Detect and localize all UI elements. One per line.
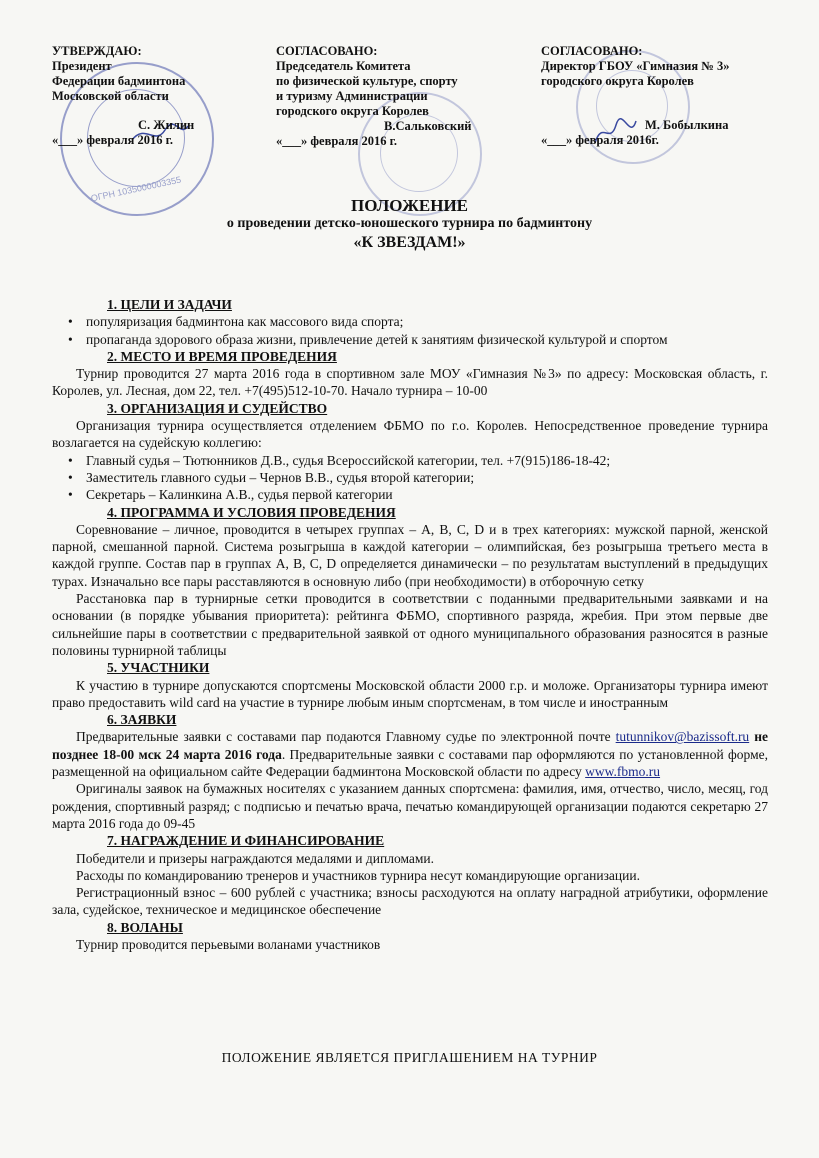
approval-header: СОГЛАСОВАНО:: [276, 44, 378, 58]
paragraph: Регистрационный взнос – 600 рублей с участника; взносы расходуются на оплату наградной атрибутики, оформление зала, судейское, техническое и медицинское обеспечение: [52, 885, 768, 918]
paragraph: Турнир проводится 27 марта 2016 года в спортивном зале МОУ «Гимназия №3» по адресу: Московская область, г. Королев, ул. Лесная, дом 22, тел. +7(495)512-10-70. Начало турнира – 10-00: [52, 366, 768, 399]
document-subtitle: о проведении детско-юношеского турнира по бадминтону: [226, 216, 593, 231]
email-link[interactable]: tutunnikov@bazissoft.ru: [615, 729, 750, 745]
text-span: Предварительные заявки с составами пар подаются Главному судье по электронной почте: [76, 729, 616, 745]
section-heading: 6. ЗАЯВКИ: [107, 712, 177, 728]
section-heading: 8. ВОЛАНЫ: [107, 919, 183, 935]
section-heading: 7. НАГРАЖДЕНИЕ И ФИНАНСИРОВАНИЕ: [107, 833, 385, 849]
approval-line: городского округа Королев: [276, 104, 429, 118]
paragraph: К участию в турнире допускаются спортсмены Московской области 2000 г.р. и моложе. Организаторы турнира имеют право предоставить wild card на участие в турнире любым иным спортсменам, в том числе и иностранным: [52, 677, 768, 710]
paragraph: Победители и призеры награждаются медалями и дипломами.: [76, 850, 435, 866]
paragraph: Расходы по командированию тренеров и участников турнира несут командирующие организации.: [76, 867, 640, 883]
list-item: • Главный судья – Тютюнников Д.В., судья Всероссийской категории, тел. +7(915)186-18-42;: [52, 452, 768, 469]
approval-header: СОГЛАСОВАНО:: [541, 44, 643, 58]
footer-invitation: ПОЛОЖЕНИЕ ЯВЛЯЕТСЯ ПРИГЛАШЕНИЕМ НА ТУРНИР: [221, 1050, 598, 1065]
text-span: . Предварительные заявки с составами пар оформляются по установленной форме, размещенной на официальном сайте Федерации бадминтона Московской области по адресу: [52, 746, 768, 780]
approval-line: Директор ГБОУ «Гимназия № 3»: [541, 59, 730, 73]
approval-block-committee: [276, 44, 472, 149]
list-item: • Секретарь – Калинкина А.В., судья первой категории: [52, 486, 768, 503]
paragraph: [52, 728, 768, 780]
approval-block-president: [52, 44, 194, 148]
paragraph: Оригиналы заявок на бумажных носителях с указанием данных спортсмена: фамилия, имя, отчество, число, месяц, год рождения, спортивный разряд; с подписью и печатью врача, печатью командирующей организации подаются секретарю 27 марта 2016 года до 09-45: [52, 781, 768, 831]
approval-line: по физической культуре, спорту: [276, 74, 458, 88]
approval-date: «___» февраля 2016 г.: [276, 134, 398, 148]
paragraph: Турнир проводится перьевыми воланами участников: [76, 936, 381, 952]
paragraph: Соревнование – личное, проводится в четырех группах – A, B, C, D и в трех категориях: мужской парной, женской парной, смешанной парной. Система розыгрыша в каждой категории – олимпийская, без розыгрыша третьего места в каждой группе. Состав пар в группах A, B, C, D определяется динамически – по результатам выступлений в предыдущих турах. Изначально все пары расставляются в основную либо (при необходимости) в отборочную сетку: [52, 521, 768, 589]
approval-line: городского округа Королев: [541, 74, 694, 88]
list-item: • Заместитель главного судьи – Чернов В.В., судья второй категории;: [52, 469, 768, 486]
section-heading: 2. МЕСТО И ВРЕМЯ ПРОВЕДЕНИЯ: [107, 348, 337, 364]
approval-block-gymnasium: [541, 44, 729, 148]
tournament-name: «К ЗВЕЗДАМ!»: [353, 234, 466, 251]
approval-signer: М. Бобылкина: [645, 118, 729, 132]
paragraph: Организация турнира осуществляется отделением ФБМО по г.о. Королев. Непосредственное проведение турнира возлагается на судейскую коллегию:: [52, 418, 768, 451]
approval-line: Московской области: [52, 89, 169, 103]
approval-line: Председатель Комитета: [276, 59, 411, 73]
document-title: ПОЛОЖЕНИЕ: [351, 196, 468, 215]
approval-date: «___» февраля 2016 г.: [52, 133, 174, 147]
seal-registration-number: ОГРН 1035000003355: [89, 174, 182, 204]
website-link[interactable]: www.fbmo.ru: [585, 764, 661, 780]
approval-line: Федерации бадминтона: [52, 74, 186, 88]
list-item: • популяризация бадминтона как массового вида спорта;: [52, 313, 768, 330]
list-item: • пропаганда здорового образа жизни, привлечение детей к занятиям физической культурой и спортом: [52, 331, 768, 348]
paragraph: Расстановка пар в турнирные сетки проводится в соответствии с поданными предварительными заявками и на основании (в порядке убывания приоритета): рейтинга ФБМО, спортивного разряда, жребия. При этом первые две сильнейшие пары в соответствии с предварительной заявкой от одного муниципального образования разносятся в разные половины турнирной таблицы: [52, 591, 768, 658]
approval-header: УТВЕРЖДАЮ:: [52, 44, 142, 58]
approval-date: «___» февраля 2016г.: [541, 133, 659, 147]
deadline-text: не позднее 18-00 мск 24 марта 2016 года: [52, 729, 768, 762]
section-heading: 4. ПРОГРАММА И УСЛОВИЯ ПРОВЕДЕНИЯ: [107, 504, 396, 520]
approval-signer: В.Сальковский: [384, 119, 472, 133]
document-body: [52, 296, 768, 953]
section-heading: 1. ЦЕЛИ И ЗАДАЧИ: [107, 297, 232, 312]
approval-line: и туризму Администрации: [276, 89, 428, 103]
approval-line: Президент: [52, 59, 112, 73]
section-heading: 3. ОРГАНИЗАЦИЯ И СУДЕЙСТВО: [107, 400, 328, 416]
section-heading: 5. УЧАСТНИКИ: [107, 660, 210, 676]
approval-signer: С. Жилин: [138, 118, 195, 132]
